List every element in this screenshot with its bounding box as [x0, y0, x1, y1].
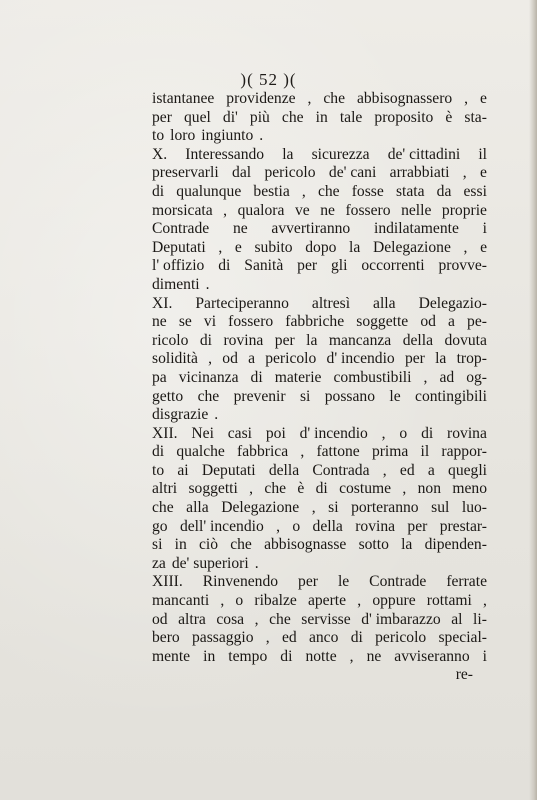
word: ad [439, 368, 455, 386]
word: to [152, 461, 165, 479]
word: altri [152, 480, 178, 498]
text-line [152, 109, 487, 128]
word: special- [438, 629, 487, 647]
word: quegli [448, 461, 487, 479]
text-line [152, 183, 487, 202]
word: luo- [461, 499, 487, 517]
word: proposito [374, 108, 434, 126]
text-line [152, 499, 487, 518]
word: , [462, 164, 467, 182]
word: Contrade [152, 220, 210, 238]
word: fattone [316, 443, 360, 461]
word: di [421, 424, 434, 442]
word: o [292, 517, 301, 535]
word: della [402, 331, 434, 349]
word: li- [473, 610, 487, 628]
word: e [234, 238, 242, 256]
word: servisse [301, 610, 351, 628]
word: che [197, 387, 220, 405]
word: , [220, 592, 225, 610]
word: , [464, 90, 469, 107]
word: che [317, 182, 340, 200]
word: e [480, 238, 487, 256]
word: tale [339, 108, 363, 126]
word: ve [294, 201, 310, 219]
text-line [152, 332, 487, 351]
word: che [269, 610, 291, 628]
word: ricolo [152, 331, 189, 349]
word: tempo [228, 647, 268, 665]
word: . [254, 554, 259, 572]
word: nelle [401, 201, 432, 219]
word: essi [463, 182, 487, 200]
text-line [152, 388, 487, 407]
text-line [152, 146, 487, 165]
word: possano [324, 387, 375, 405]
text-line [152, 555, 487, 574]
word: costume [339, 480, 392, 498]
text-line [152, 611, 487, 630]
word: loro [170, 127, 196, 145]
word: in [203, 647, 216, 665]
word: o [235, 592, 244, 610]
word: go [152, 517, 168, 535]
word: mancanza [328, 331, 392, 349]
text-line [152, 443, 487, 462]
word: di [218, 257, 231, 275]
text-line [152, 276, 487, 295]
word: passaggio [192, 629, 254, 647]
word: si [152, 536, 163, 554]
word: Nei [191, 424, 214, 442]
word: la [401, 536, 413, 554]
word: più [249, 108, 270, 126]
word: di [199, 331, 212, 349]
word: per [152, 108, 172, 126]
text-line [152, 536, 487, 555]
word: Delegazio- [418, 294, 487, 312]
word: , [349, 647, 354, 665]
word: il [420, 443, 430, 461]
word: de' superiori [171, 554, 249, 572]
word: qualora [237, 201, 285, 219]
word: rovina [355, 517, 396, 535]
word: istantanee [152, 90, 215, 107]
word: XIII. [152, 573, 183, 591]
word: , [249, 480, 254, 498]
page-edge [529, 0, 537, 800]
word: le [337, 573, 350, 591]
word: non [417, 480, 442, 498]
word: rovina [447, 424, 487, 442]
word: quel [183, 108, 211, 126]
word: de' cani [328, 164, 377, 182]
text-line [152, 480, 487, 499]
page-number: )( 52 )( [240, 70, 297, 89]
word: d' imbarazzo [361, 610, 441, 628]
word: alla [373, 294, 396, 312]
word: bero [152, 629, 180, 647]
word: combustibili [333, 368, 412, 386]
word: provve- [438, 257, 487, 275]
word: ne [232, 220, 248, 238]
word: fosse [351, 182, 384, 200]
word: da [436, 182, 452, 200]
word: pericolo [265, 350, 317, 368]
word: trop- [456, 350, 487, 368]
word: providenze [226, 90, 296, 107]
word: la [306, 331, 318, 349]
word: o [399, 424, 408, 442]
word: fabbriche [285, 313, 345, 331]
text-line [152, 462, 487, 481]
text-line [152, 573, 487, 592]
word: mancanti [152, 592, 210, 610]
word: sotto [358, 536, 389, 554]
word: . [205, 275, 210, 293]
word: , [307, 90, 312, 107]
word: ne [320, 201, 335, 219]
word: altra [178, 610, 206, 628]
word: Parteciperanno [195, 294, 289, 312]
word: getto [152, 387, 184, 405]
word: od [222, 350, 238, 368]
word: ne [366, 647, 382, 665]
word: abbisognasse [264, 536, 347, 554]
text-line [152, 648, 487, 667]
word: stata [395, 182, 425, 200]
word: , [357, 592, 362, 610]
word: to [152, 127, 165, 145]
word: oppure [372, 592, 416, 610]
word: per [407, 517, 428, 535]
word: di [350, 629, 363, 647]
text-line [152, 425, 487, 444]
word: pericolo [375, 629, 427, 647]
word: Delegazione [372, 238, 451, 256]
word: Sanità [244, 257, 284, 275]
word: de' cittadini [387, 145, 461, 163]
word: che [152, 499, 174, 517]
word: di [152, 443, 165, 461]
word: e [480, 90, 487, 107]
word: della [268, 461, 300, 479]
word: dovuta [444, 331, 487, 349]
word: per [298, 573, 318, 591]
word: rovina [223, 331, 264, 349]
word: per [297, 257, 318, 275]
word: qualche [176, 443, 225, 461]
word: è [445, 108, 453, 126]
word: pericolo [264, 164, 316, 182]
word: dell' incendio [179, 517, 264, 535]
word: vi [203, 313, 217, 331]
word: Delegazione [221, 499, 300, 517]
word: bestia [253, 182, 290, 200]
word: i [482, 220, 487, 238]
word: anco [308, 629, 339, 647]
word: mente [152, 647, 191, 665]
word: che [230, 536, 252, 554]
word: di [280, 647, 293, 665]
word: qualunque [176, 182, 242, 200]
word: se [178, 313, 192, 331]
word: XII. [152, 424, 178, 442]
word: , [301, 182, 306, 200]
word: soggetti [188, 480, 238, 498]
word: la [349, 238, 361, 256]
word: od [420, 313, 436, 331]
word: og- [466, 368, 487, 386]
text-line [152, 239, 487, 258]
word: casi [227, 424, 252, 442]
word: la [435, 350, 447, 368]
word: subito [254, 238, 293, 256]
word: porteranno [351, 499, 419, 517]
word: , [208, 350, 213, 368]
word: dopo [305, 238, 337, 256]
text-line [152, 220, 487, 239]
word: ed [281, 629, 297, 647]
word: , [276, 517, 281, 535]
word: si [299, 387, 311, 405]
word: fabbrica [237, 443, 289, 461]
text-line [152, 257, 487, 276]
word: materie [274, 368, 322, 386]
body-text [152, 90, 487, 685]
word: ed [399, 461, 415, 479]
word: le [389, 387, 401, 405]
word: di [152, 182, 165, 200]
word: , [265, 629, 270, 647]
word: contingibili [415, 387, 487, 405]
word: meno [452, 480, 487, 498]
word: morsicata [152, 201, 213, 219]
text-line [152, 406, 487, 425]
word: , [402, 480, 407, 498]
word: d' incendio [299, 424, 368, 442]
word: poi [265, 424, 286, 442]
word: aperte [307, 592, 347, 610]
word: soggette [356, 313, 409, 331]
text-line [152, 369, 487, 388]
word: vicinanza [178, 368, 239, 386]
word: , [218, 238, 223, 256]
word: sicurezza [311, 145, 370, 163]
word: Rinvenendo [202, 573, 279, 591]
text-line [152, 518, 487, 537]
word: prestar- [439, 517, 487, 535]
word: X. [152, 145, 168, 163]
word: Interessando [185, 145, 265, 163]
word: prevenir [233, 387, 286, 405]
word: rappor- [441, 443, 487, 461]
word: e [480, 164, 487, 182]
word: disgrazie [152, 406, 209, 424]
word: cosa [216, 610, 245, 628]
word: Deputati [152, 238, 206, 256]
word: per [404, 350, 425, 368]
word: ingiunto [201, 127, 254, 145]
word: altresì [311, 294, 351, 312]
word: a [427, 461, 435, 479]
word: in [174, 536, 187, 554]
text-line [152, 295, 487, 314]
word: ne [152, 313, 167, 331]
word: rottami [426, 592, 472, 610]
word: alla [186, 499, 209, 517]
word: per [274, 331, 295, 349]
word: che [264, 480, 287, 498]
text-line [152, 592, 487, 611]
word: dimenti [152, 275, 200, 293]
word: pa [152, 368, 167, 386]
word: , [254, 610, 259, 628]
word: proprie [441, 201, 487, 219]
word: al [451, 610, 463, 628]
word: , [483, 592, 487, 610]
word: avviseranno [394, 647, 470, 665]
word: si [328, 499, 339, 517]
word: , [381, 424, 386, 442]
word: di [315, 480, 328, 498]
word: ribalze [254, 592, 297, 610]
word: preservarli [152, 164, 219, 182]
word: Contrada [312, 461, 370, 479]
word: , [423, 368, 428, 386]
word: è [297, 480, 305, 498]
word: di' [222, 108, 238, 126]
word: , [311, 499, 316, 517]
word: che [281, 108, 304, 126]
word: . [214, 406, 219, 424]
word: che [323, 90, 345, 107]
word: in [315, 108, 328, 126]
word: dal [232, 164, 252, 182]
text-line [152, 350, 487, 369]
word: a [248, 350, 255, 368]
word: notte [305, 647, 337, 665]
catchword: re- [455, 666, 473, 684]
text-line [152, 629, 487, 648]
text-line [152, 313, 487, 332]
word: l' offizio [152, 257, 205, 275]
word: della [312, 517, 343, 535]
word: il [478, 145, 487, 163]
word: abbisognassero [356, 90, 453, 107]
word: fossero [228, 313, 274, 331]
word: arrabbiati [389, 164, 450, 182]
word: la [282, 145, 294, 163]
word: fossero [345, 201, 391, 219]
word: ciò [198, 536, 219, 554]
text-line [152, 202, 487, 221]
word: indilatamente [374, 220, 459, 238]
text-line [152, 90, 487, 109]
word: Deputati [201, 461, 256, 479]
word: Contrade [369, 573, 427, 591]
word: ai [177, 461, 189, 479]
text-line [152, 164, 487, 183]
word: sta- [464, 108, 487, 126]
word: dipenden- [424, 536, 487, 554]
word: od [152, 610, 168, 628]
text-line [152, 127, 487, 146]
word: ferrate [446, 573, 487, 591]
word: . [259, 127, 264, 145]
word: solidità [152, 350, 198, 368]
word: sul [431, 499, 450, 517]
word: avvertiranno [271, 220, 351, 238]
word: , [463, 238, 468, 256]
word: di [250, 368, 263, 386]
word: a [448, 313, 455, 331]
word: gli [331, 257, 348, 275]
word: , [382, 461, 387, 479]
word: XI. [152, 294, 173, 312]
word: prima [371, 443, 409, 461]
word: i [482, 647, 487, 665]
word: za [152, 554, 166, 572]
word: pe- [467, 313, 487, 331]
word: , [223, 201, 228, 219]
word: occorrenti [361, 257, 425, 275]
word: , [300, 443, 305, 461]
word: d' incendio [326, 350, 395, 368]
